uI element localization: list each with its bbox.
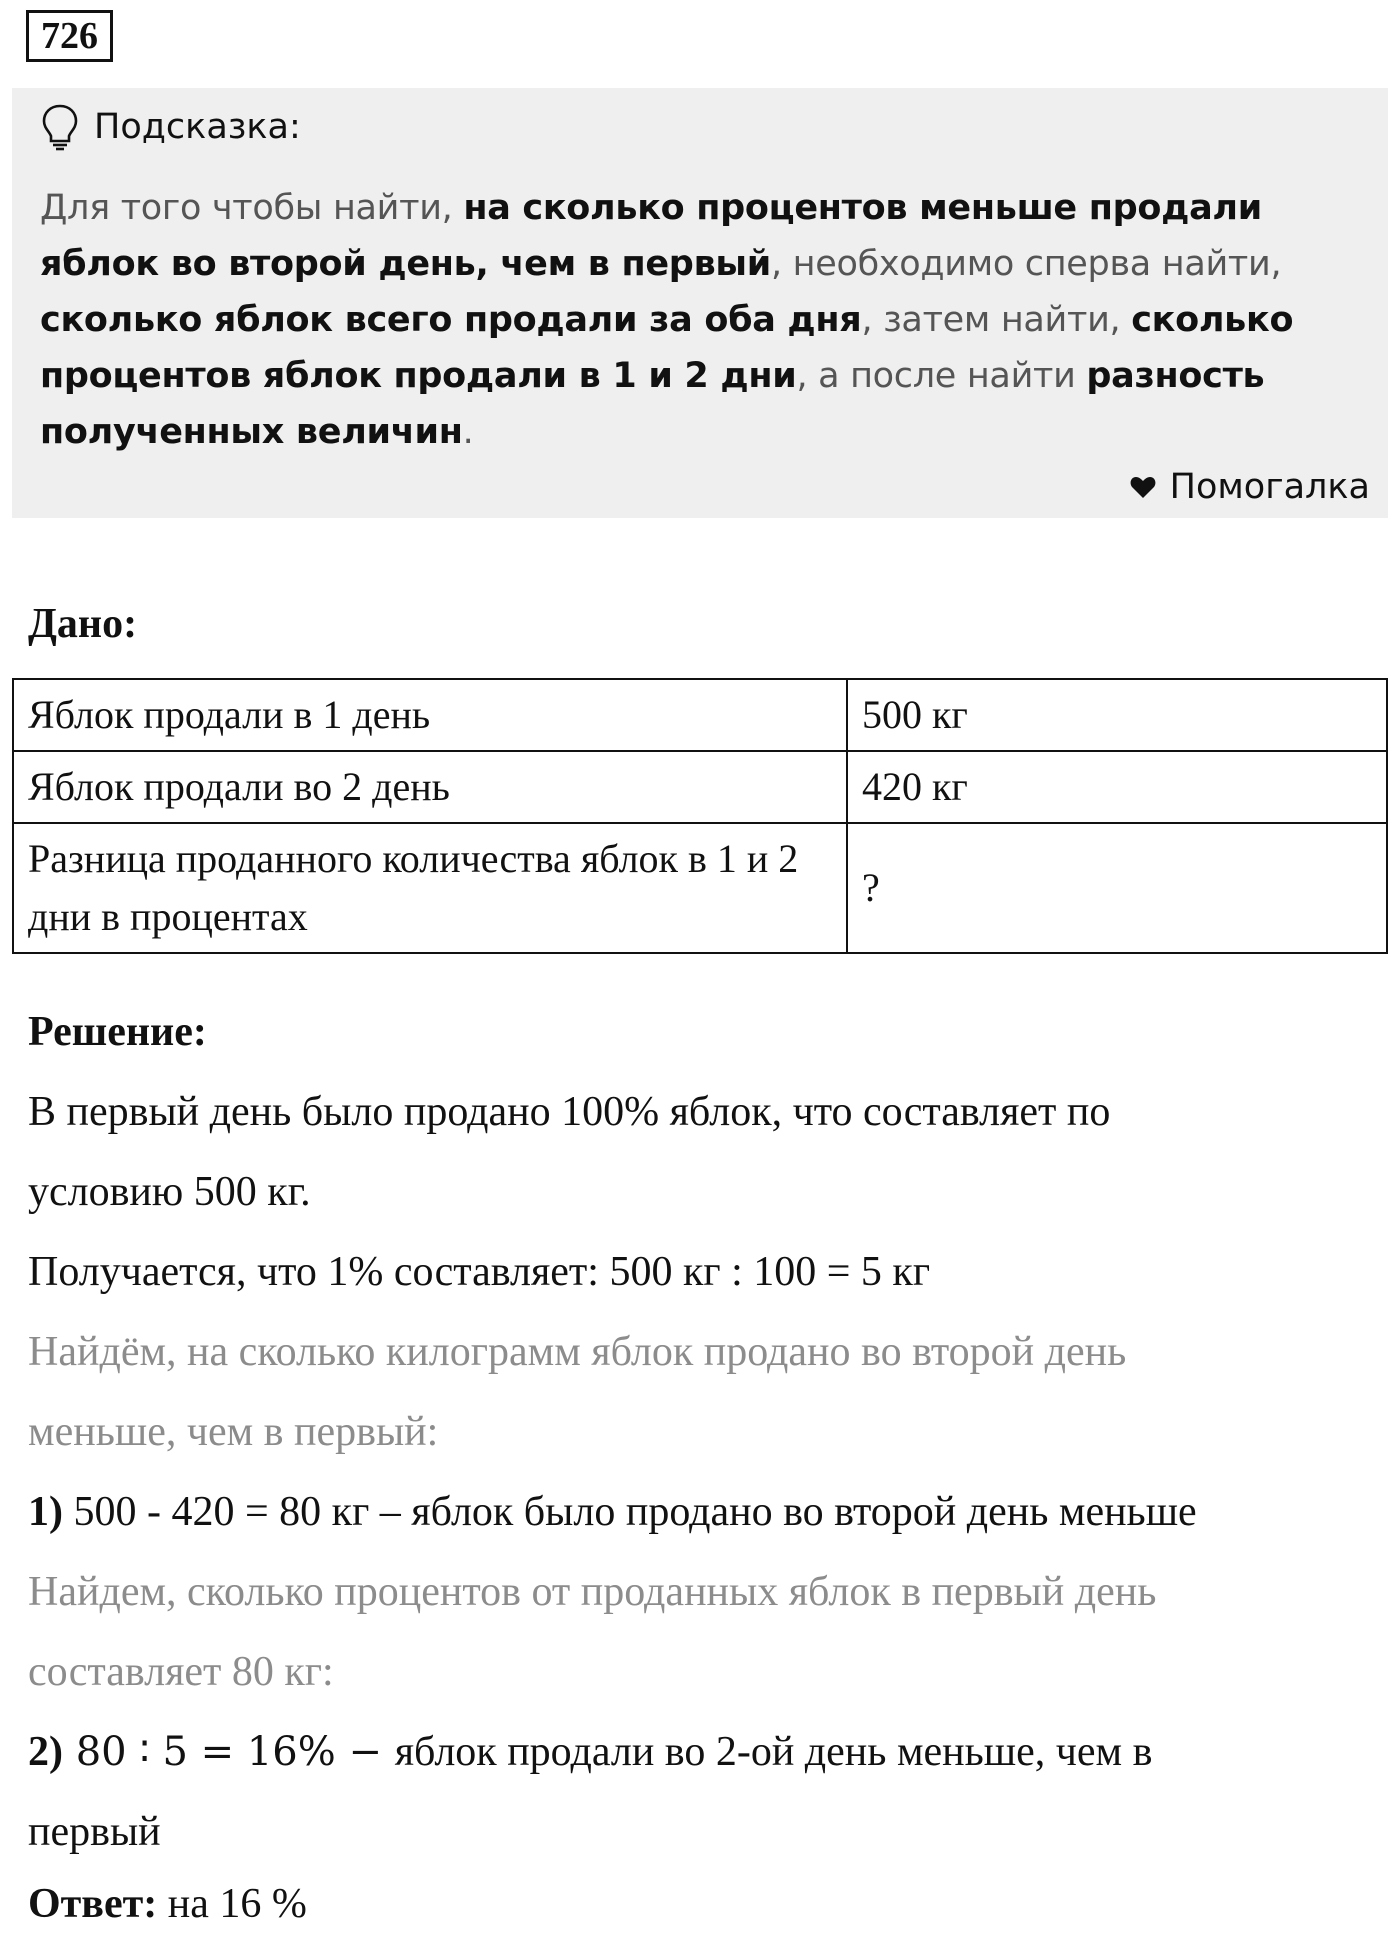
step-math: 80 ∶ 5 = 16% −	[63, 1729, 395, 1775]
hint-segment-bold: на сколько процентов меньше продали яблок во второй день, чем в первый	[40, 188, 1262, 284]
solution-step-1	[28, 1488, 1197, 1536]
hint-segment: Для того чтобы найти,	[40, 188, 464, 228]
brand-label: Помогалка	[1169, 467, 1370, 507]
solution-line: В первый день было продано 100% яблок, что составляет по	[28, 1089, 1111, 1135]
answer-line	[28, 1880, 307, 1928]
solution-line: Получается, что 1% составляет: 500 кг : 100 = 5 кг	[28, 1249, 931, 1295]
given-label: Яблок продали во 2 день	[13, 751, 847, 823]
answer-label: Ответ:	[28, 1881, 158, 1927]
step-number: 2)	[28, 1729, 63, 1775]
hint-title: Подсказка:	[94, 107, 301, 147]
hint-header	[40, 102, 301, 152]
given-value: 420 кг	[847, 751, 1387, 823]
heart-icon	[1130, 475, 1156, 499]
solution-step-2	[28, 1728, 1152, 1776]
solution-line-gray: составляет 80 кг:	[28, 1649, 334, 1695]
given-value: 500 кг	[847, 679, 1387, 751]
answer-value: на 16 %	[157, 1881, 307, 1927]
solution-line-gray: Найдем, сколько процентов от проданных яблок в первый день	[28, 1569, 1157, 1615]
table-row	[13, 751, 1387, 823]
hint-segment: .	[462, 412, 474, 452]
hint-segment: , а после найти	[796, 356, 1087, 396]
solution-line: первый	[28, 1809, 161, 1855]
task-number: 726	[26, 10, 113, 62]
hint-segment-bold: сколько яблок всего продали за оба дня	[40, 300, 862, 340]
given-label: Яблок продали в 1 день	[13, 679, 847, 751]
lightbulb-icon	[40, 103, 80, 151]
solution-line-gray: меньше, чем в первый:	[28, 1409, 439, 1455]
solution-line-gray: Найдём, на сколько килограмм яблок продано во второй день	[28, 1329, 1127, 1375]
table-row	[13, 679, 1387, 751]
hint-segment-bold: сколько процентов яблок продали в 1 и 2 дни	[40, 300, 1294, 396]
table-row	[13, 823, 1387, 953]
solution-line: условию 500 кг.	[28, 1169, 311, 1215]
hint-text	[40, 180, 1370, 460]
given-value: ?	[847, 823, 1387, 953]
given-table	[12, 678, 1388, 954]
step-text: 500 - 420 = 80 кг – яблок было продано во второй день меньше	[63, 1489, 1197, 1535]
step-number: 1)	[28, 1489, 63, 1535]
hint-segment: , затем найти,	[861, 300, 1132, 340]
hint-brand[interactable]	[1130, 462, 1370, 512]
given-title: Дано:	[28, 601, 138, 647]
hint-segment-bold: разность полученных величин	[40, 356, 1265, 452]
solution-title: Решение:	[28, 1009, 207, 1055]
step-text: яблок продали во 2-ой день меньше, чем в	[394, 1729, 1153, 1775]
given-label: Разница проданного количества яблок в 1 и 2 дни в процентах	[13, 823, 847, 953]
hint-box	[12, 88, 1388, 518]
hint-segment: , необходимо сперва найти,	[771, 244, 1282, 284]
